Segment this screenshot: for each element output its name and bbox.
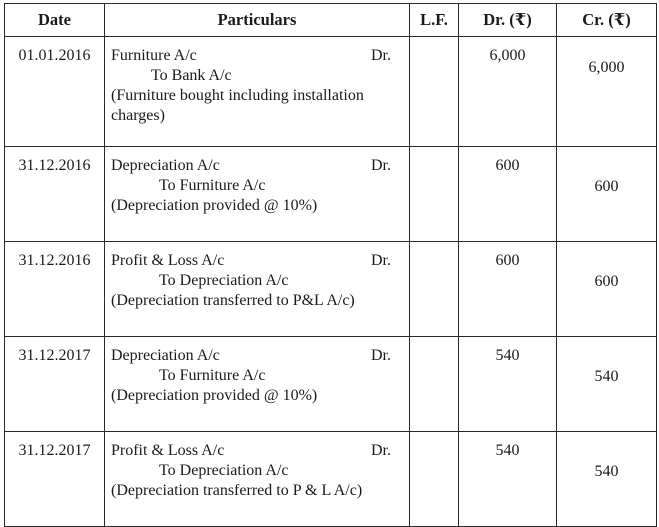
debit-line xyxy=(111,251,405,271)
entry-dr-amount: 540 xyxy=(459,432,557,527)
narration: (Depreciation provided @ 10%) xyxy=(111,387,318,404)
table-row xyxy=(5,37,657,147)
entry-particulars xyxy=(105,432,410,527)
entry-date: 31.12.2016 xyxy=(5,242,105,337)
entry-cr-amount: 540 xyxy=(557,337,657,432)
entry-dr-amount: 600 xyxy=(459,147,557,242)
header-date: Date xyxy=(5,4,105,37)
header-cr: Cr. (₹) xyxy=(557,4,657,37)
debit-line xyxy=(111,156,405,176)
entry-date: 31.12.2017 xyxy=(5,337,105,432)
dr-tag: Dr. xyxy=(371,47,391,64)
entry-lf xyxy=(410,147,459,242)
entry-particulars xyxy=(105,242,410,337)
entry-dr-amount: 600 xyxy=(459,242,557,337)
entry-date: 31.12.2016 xyxy=(5,147,105,242)
debit-line xyxy=(111,346,405,366)
debit-account: Depreciation A/c xyxy=(111,347,220,364)
journal-table xyxy=(4,3,657,527)
header-particulars: Particulars xyxy=(105,4,410,37)
table-row xyxy=(5,337,657,432)
entry-cr-amount: 600 xyxy=(557,147,657,242)
credit-account: To Depreciation A/c xyxy=(159,272,289,289)
entry-lf xyxy=(410,337,459,432)
header-dr: Dr. (₹) xyxy=(459,4,557,37)
debit-account: Furniture A/c xyxy=(111,47,197,64)
entry-lf xyxy=(410,242,459,337)
narration: (Depreciation provided @ 10%) xyxy=(111,197,318,214)
header-row xyxy=(5,4,657,37)
debit-account: Profit & Loss A/c xyxy=(111,252,225,269)
table-row xyxy=(5,147,657,242)
table-row xyxy=(5,242,657,337)
narration: (Furniture bought including installation charges) xyxy=(111,87,364,124)
entry-dr-amount: 540 xyxy=(459,337,557,432)
entry-lf xyxy=(410,37,459,147)
entry-particulars xyxy=(105,337,410,432)
entry-lf xyxy=(410,432,459,527)
entry-dr-amount: 6,000 xyxy=(459,37,557,147)
narration: (Depreciation transferred to P&L A/c) xyxy=(111,292,355,309)
dr-tag: Dr. xyxy=(371,157,391,174)
entry-particulars xyxy=(105,147,410,242)
dr-tag: Dr. xyxy=(371,442,391,459)
entry-cr-amount: 600 xyxy=(557,242,657,337)
dr-tag: Dr. xyxy=(371,252,391,269)
credit-account: To Furniture A/c xyxy=(159,177,266,194)
debit-line xyxy=(111,46,405,66)
credit-account: To Depreciation A/c xyxy=(159,462,289,479)
credit-account: To Bank A/c xyxy=(151,67,232,84)
entry-date: 01.01.2016 xyxy=(5,37,105,147)
header-lf: L.F. xyxy=(410,4,459,37)
entry-cr-amount: 6,000 xyxy=(557,37,657,147)
credit-account: To Furniture A/c xyxy=(159,367,266,384)
narration: (Depreciation transferred to P & L A/c) xyxy=(111,482,363,499)
debit-account: Profit & Loss A/c xyxy=(111,442,225,459)
entry-particulars xyxy=(105,37,410,147)
debit-account: Depreciation A/c xyxy=(111,157,220,174)
entry-cr-amount: 540 xyxy=(557,432,657,527)
table-row xyxy=(5,432,657,527)
entry-date: 31.12.2017 xyxy=(5,432,105,527)
dr-tag: Dr. xyxy=(371,347,391,364)
debit-line xyxy=(111,441,405,461)
